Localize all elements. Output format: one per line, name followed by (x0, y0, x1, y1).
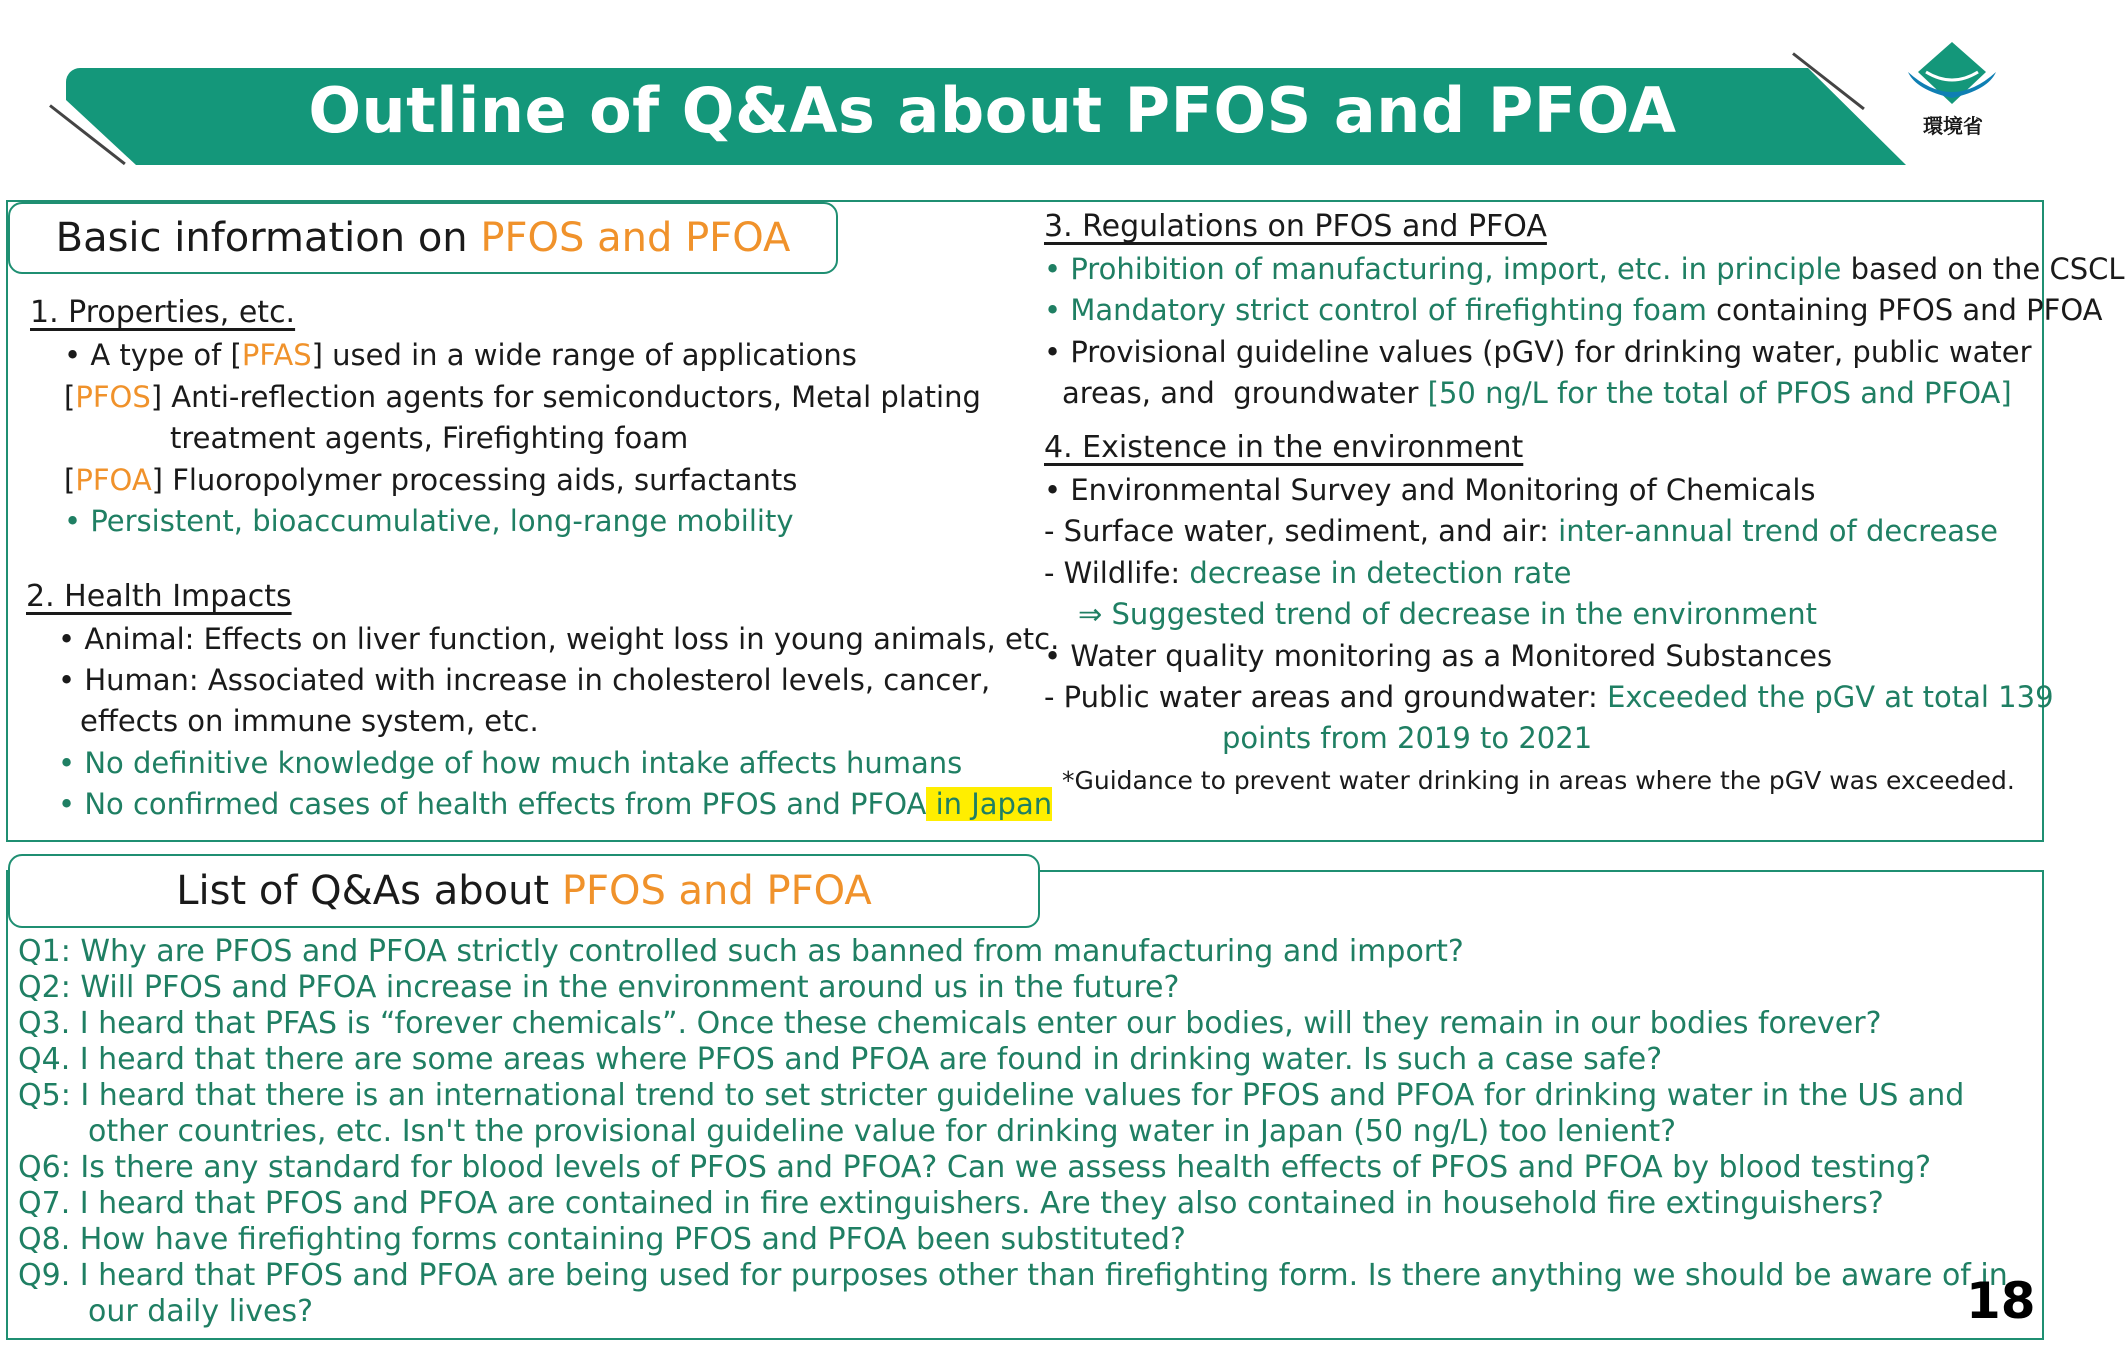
qa-item-9-cont: our daily lives? (88, 1294, 314, 1329)
existence-line-5: • Water quality monitoring as a Monitored Substances (1044, 639, 1833, 673)
basic-info-tab-label: Basic information on (55, 215, 481, 261)
qa-panel-top-border (1040, 870, 2042, 872)
qa-item-4: Q4. I heard that there are some areas where PFOS and PFOA are found in drinking water. Is such a case safe? (18, 1042, 1663, 1077)
qa-item-5-cont: other countries, etc. Isn't the provisional guideline value for drinking water in Japan (50 ng/L) too lenient? (88, 1114, 1677, 1149)
existence-note: *Guidance to prevent water drinking in areas where the pGV was exceeded. (1062, 766, 2015, 795)
properties-line-5: • Persistent, bioaccumulative, long-range mobility (64, 504, 794, 538)
properties-heading: 1. Properties, etc. (30, 295, 296, 330)
qa-item-5: Q5: I heard that there is an international trend to set stricter guideline values for PFOS and PFOA for drinking water in the US and (18, 1078, 1965, 1113)
qa-item-2: Q2: Will PFOS and PFOA increase in the environment around us in the future? (18, 970, 1180, 1005)
page-number: 18 (1966, 1272, 2036, 1330)
health-heading: 2. Health Impacts (26, 579, 292, 614)
existence-line-6: - Public water areas and groundwater: Exceeded the pGV at total 139 (1044, 680, 2054, 714)
regulations-line-2: • Mandatory strict control of firefighting foam containing PFOS and PFOA (1044, 293, 2103, 327)
basic-info-tab-highlight: PFOS and PFOA (480, 215, 791, 261)
regulations-line-3: • Provisional guideline values (pGV) for drinking water, public water (1044, 335, 2032, 369)
existence-line-2: - Surface water, sediment, and air: inter-annual trend of decrease (1044, 514, 1999, 548)
existence-line-7: points from 2019 to 2021 (1222, 721, 1593, 755)
health-line-4: • No definitive knowledge of how much intake affects humans (58, 746, 963, 780)
health-line-1: • Animal: Effects on liver function, weight loss in young animals, etc. (58, 622, 1060, 656)
qa-list-tab (8, 854, 1040, 928)
properties-line-3: treatment agents, Firefighting foam (170, 421, 689, 455)
properties-line-1: • A type of [PFAS] used in a wide range of applications (64, 338, 857, 372)
regulations-line-4: areas, and groundwater [50 ng/L for the total of PFOS and PFOA] (1062, 376, 2012, 410)
existence-heading: 4. Existence in the environment (1044, 430, 1524, 465)
qa-item-3: Q3. I heard that PFAS is “forever chemicals”. Once these chemicals enter our bodies, will they remain in our bodies forever? (18, 1006, 1882, 1041)
qa-list-tab-highlight: PFOS and PFOA (561, 868, 872, 914)
page-title: Outline of Q&As about PFOS and PFOA (308, 74, 1677, 147)
properties-line-4: [PFOA] Fluoropolymer processing aids, surfactants (64, 463, 798, 497)
properties-line-2: [PFOS] Anti-reflection agents for semiconductors, Metal plating (64, 380, 981, 414)
qa-list-tab-label: List of Q&As about (176, 868, 562, 914)
regulations-line-1: • Prohibition of manufacturing, import, etc. in principle based on the CSCL (1044, 252, 2125, 286)
health-line-2: • Human: Associated with increase in cholesterol levels, cancer, (58, 663, 991, 697)
qa-item-1: Q1: Why are PFOS and PFOA strictly controlled such as banned from manufacturing and import? (18, 934, 1464, 969)
regulations-heading: 3. Regulations on PFOS and PFOA (1044, 209, 1547, 244)
qa-item-9: Q9. I heard that PFOS and PFOA are being used for purposes other than firefighting form. Is there anything we should be aware of in (18, 1258, 2008, 1293)
health-line-5: • No confirmed cases of health effects from PFOS and PFOA in Japan (58, 787, 1053, 821)
qa-item-7: Q7. I heard that PFOS and PFOA are contained in fire extinguishers. Are they also contained in household fire extinguishers? (18, 1186, 1884, 1221)
existence-line-3: - Wildlife: decrease in detection rate (1044, 556, 1572, 590)
qa-item-8: Q8. How have firefighting forms containing PFOS and PFOA been substituted? (18, 1222, 1186, 1257)
health-line-3: effects on immune system, etc. (80, 704, 539, 738)
existence-line-4: ⇒ Suggested trend of decrease in the environment (1078, 597, 1818, 631)
existence-line-1: • Environmental Survey and Monitoring of Chemicals (1044, 473, 1816, 507)
qa-item-6: Q6: Is there any standard for blood levels of PFOS and PFOA? Can we assess health effects of PFOS and PFOA by blood testing? (18, 1150, 1932, 1185)
logo-text: 環境省 (1923, 114, 1983, 138)
basic-info-tab (8, 202, 838, 274)
